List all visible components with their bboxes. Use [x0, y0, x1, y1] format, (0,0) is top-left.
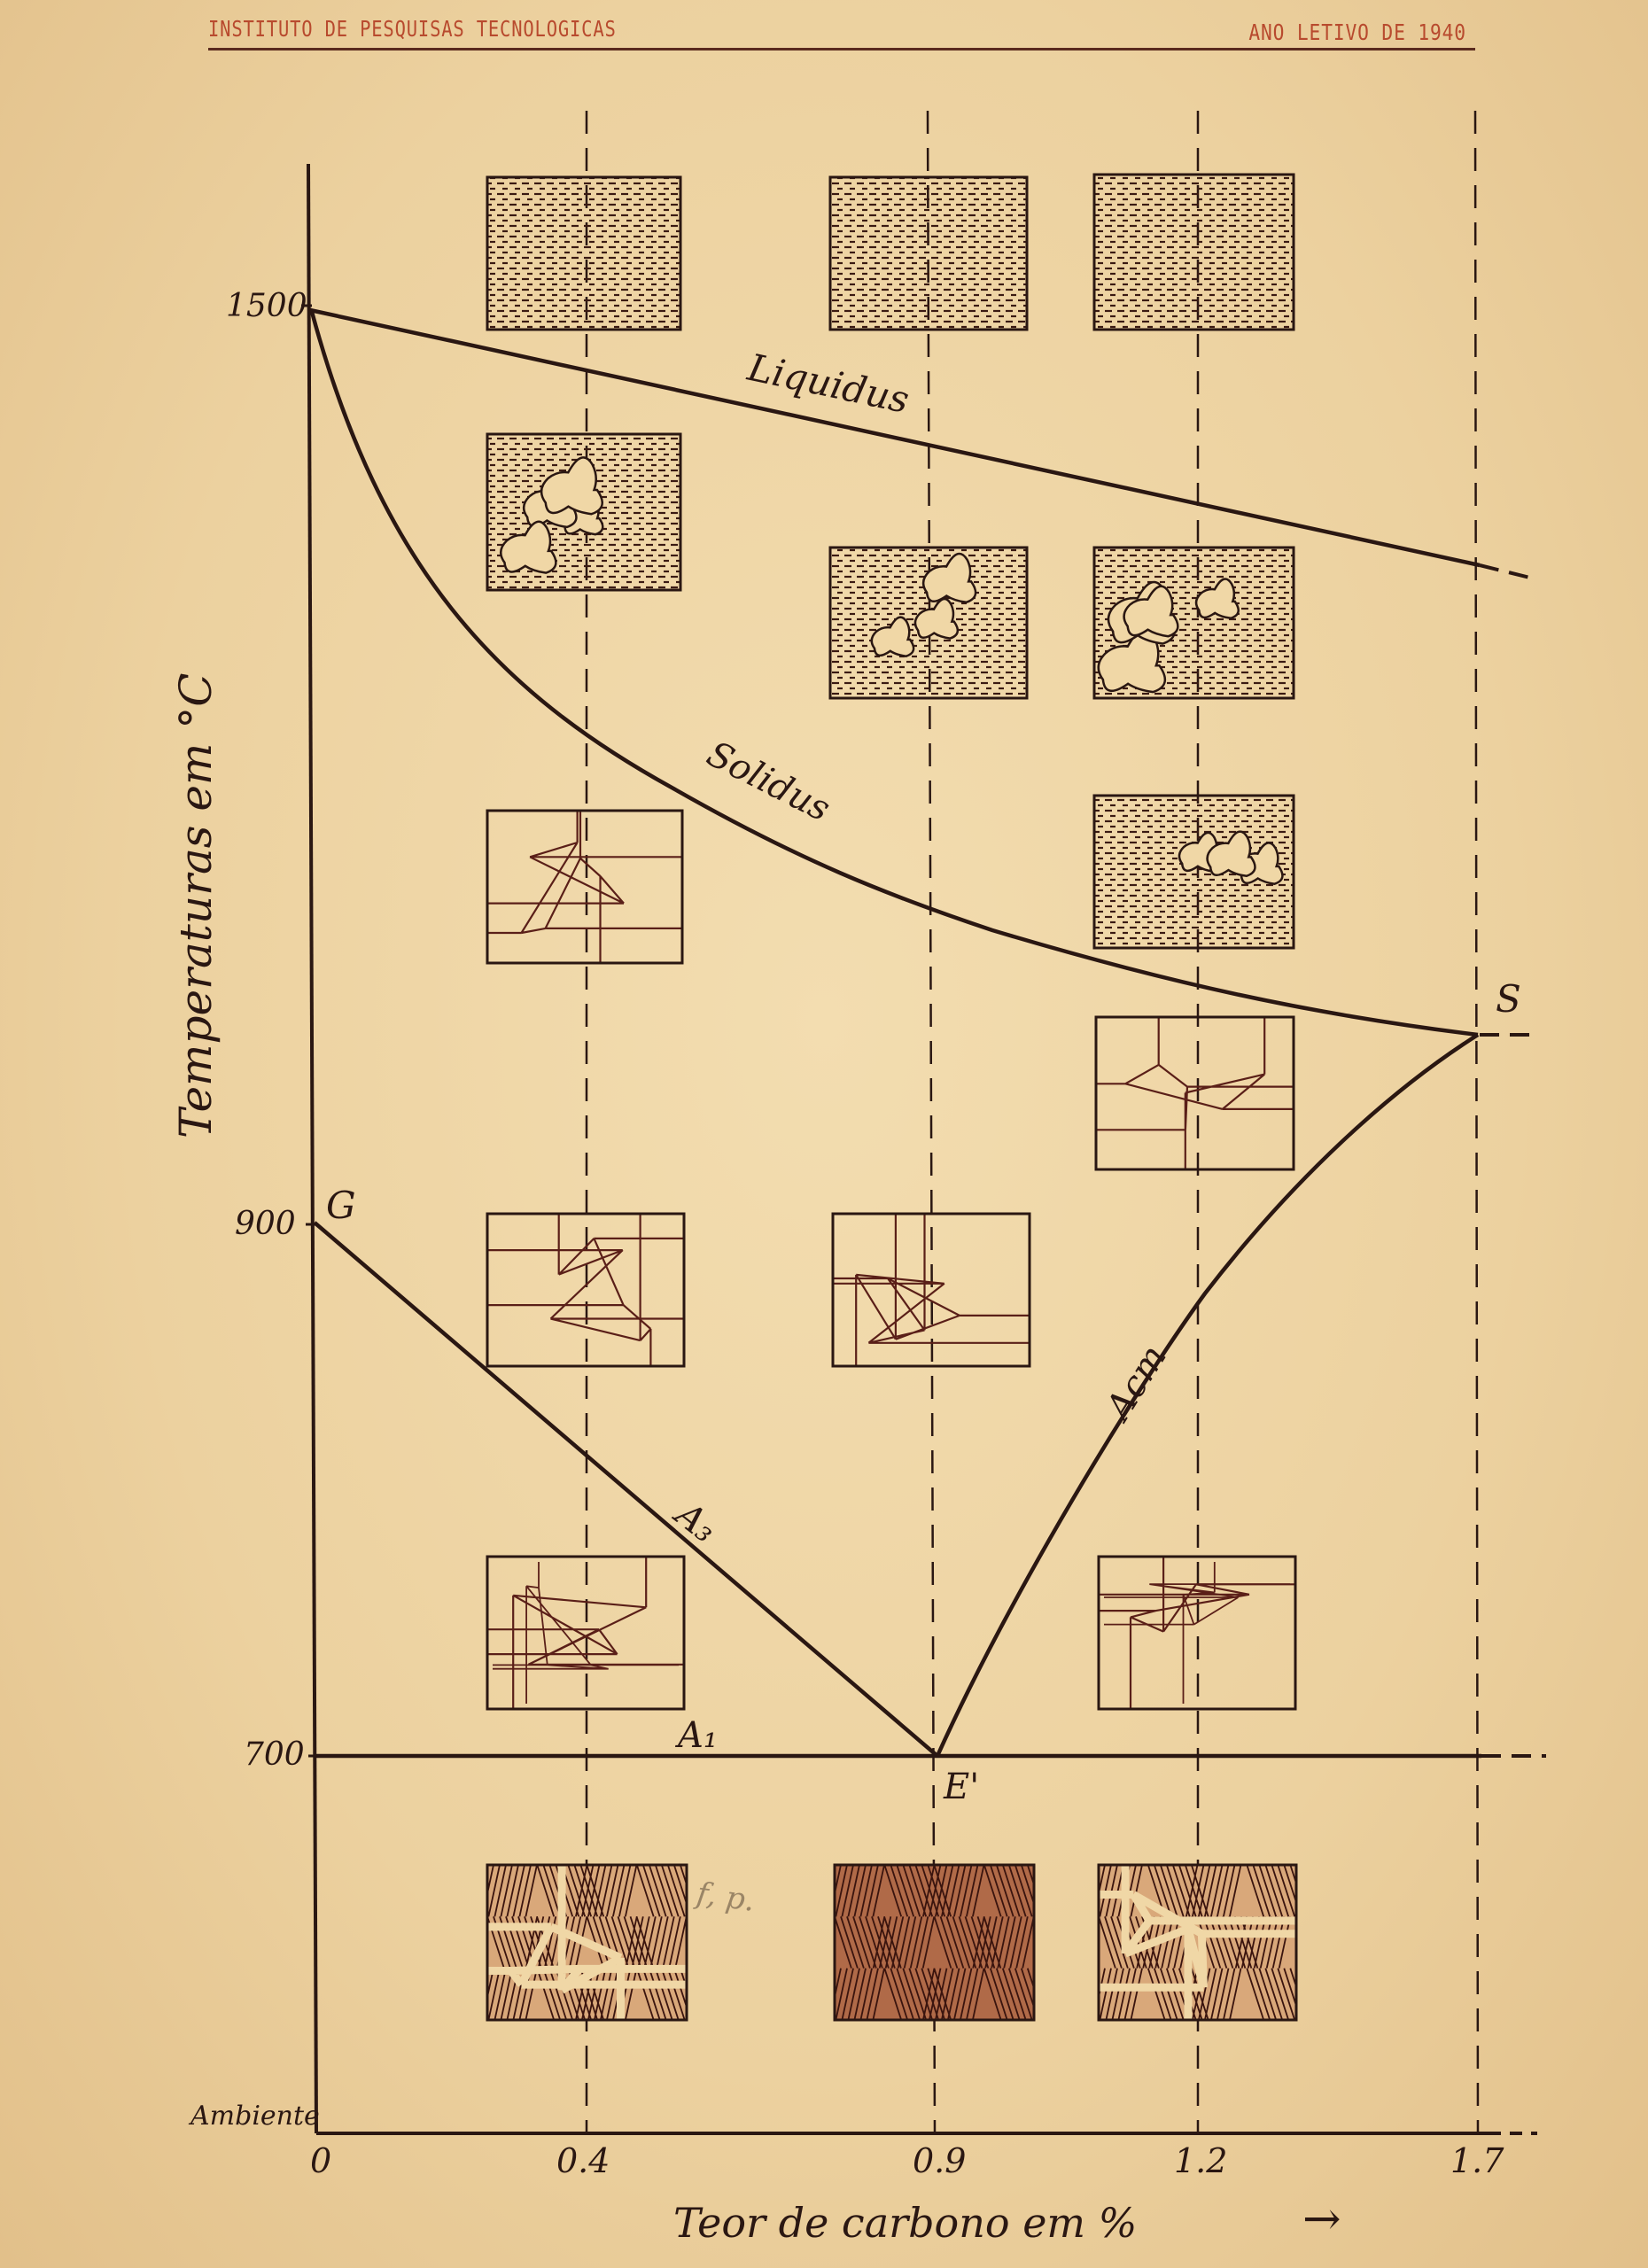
micrograph-austenite-grains	[487, 811, 682, 963]
x-tick-1-2: 1.2	[1174, 2141, 1228, 2180]
pencil-annotation: f, p.	[694, 1876, 758, 1919]
micrograph-pearlite	[823, 1865, 1050, 2020]
y-tick-ambiente: Ambiente	[190, 2101, 320, 2132]
x-tick-0: 0	[310, 2141, 332, 2180]
micrograph-pearlite-cementite	[1087, 1865, 1307, 2020]
micrograph-ferrite-pearlite	[476, 1865, 703, 2020]
y-tick-900: 900	[235, 1206, 296, 1242]
micrograph-liquid-dendrites	[1094, 796, 1294, 948]
micrograph-liquid-dendrites	[830, 548, 1027, 698]
micrograph-liquid	[487, 177, 680, 330]
micrograph-liquid	[830, 177, 1027, 330]
liquidus-label: Liquidus	[743, 345, 913, 423]
liquidus-line	[310, 310, 1480, 565]
a3-label: A₃	[667, 1494, 725, 1551]
y-tick-700: 700	[244, 1736, 305, 1773]
solidus-label: Solidus	[700, 733, 837, 830]
y-axis	[308, 164, 316, 2133]
point-s-label: S	[1496, 977, 1521, 1021]
a1-label: A₁	[678, 1715, 718, 1756]
x-axis-arrow: →	[1302, 2193, 1341, 2246]
institute-name: INSTITUTO DE PESQUISAS TECNOLOGICAS	[208, 16, 617, 42]
micrograph-austenite-grains	[1096, 1017, 1294, 1169]
x-axis-label: Teor de carbono em %	[673, 2199, 1138, 2247]
acm-label: Acm	[1098, 1338, 1175, 1427]
dashed-line-1-7	[1475, 111, 1478, 2133]
point-g-label: G	[326, 1184, 356, 1227]
x-tick-0-4: 0.4	[556, 2141, 610, 2180]
a3-line	[315, 1223, 937, 1756]
micrograph-liquid-dendrites	[1094, 548, 1294, 698]
dashed-line-0-9	[928, 111, 935, 2133]
liquidus-extension	[1480, 565, 1537, 579]
school-year: ANO LETIVO DE 1940	[1248, 19, 1466, 45]
point-e-label: E'	[944, 1767, 980, 1807]
micrograph-liquid-dendrites	[487, 434, 680, 590]
x-tick-1-7: 1.7	[1450, 2141, 1504, 2180]
x-tick-0-9: 0.9	[913, 2141, 967, 2180]
y-axis-label: Temperaturas em °C	[170, 672, 222, 1138]
y-tick-1500: 1500	[226, 288, 307, 324]
acm-curve	[937, 1035, 1478, 1756]
micrograph-group	[476, 175, 1307, 2020]
micrograph-liquid	[1094, 175, 1294, 330]
